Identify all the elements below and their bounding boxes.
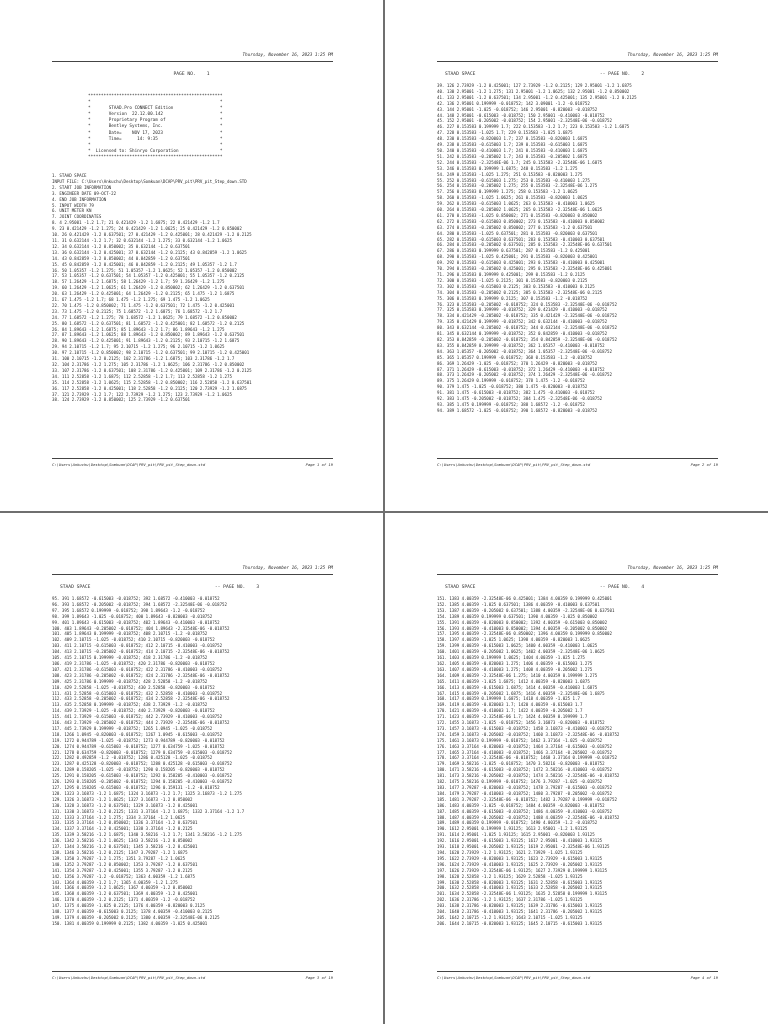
input-line: 181. 1473 3.58216 -0.205002 -0.018752; 1474 3.58216 -2.32548E-06 -0.018752 bbox=[437, 773, 620, 779]
input-line: 13. 36 0.632144 -1.2 0.425001; 37 0.632144 -1.2 0.2125; 43 0.842859 -1.2 1.0625 bbox=[52, 249, 247, 255]
input-line: 121. 1278 0.634759 -0.820003 -0.018752; 1279 0.634759 -0.615003 -0.018752 bbox=[52, 749, 232, 755]
input-line: 129. 1326 3.16873 -1.2 1.0625; 1327 3.16873 -1.2 0.850002 bbox=[52, 796, 193, 802]
input-line: 103. 411 2.10715 -0.615003 -0.018752; 412 2.10715 -0.410003 -0.018752 bbox=[52, 643, 223, 649]
input-line: 189. 1489 4.00359 0.199999 -0.018752; 1490 4.00359 -1.2 -0.018752 bbox=[437, 820, 598, 826]
input-line: 100. 403 1.89643 -0.205002 -0.018752; 404 1.89643 -2.32548E-06 -0.018752 bbox=[52, 625, 230, 631]
input-line: 185. 1481 3.79287 -2.32548E-06 -0.018752; 1482 3.79287 0.199999 -0.018752 bbox=[437, 796, 617, 802]
input-line: 142. 1356 3.79287 -1.2 -0.018752; 1363 4.00359 -1.2 1.6875 bbox=[52, 873, 195, 879]
input-line: 19. 60 1.26429 -1.2 1.0625; 61 1.26429 -1.2 0.850002; 62 1.26429 -1.2 0.637501 bbox=[52, 285, 245, 291]
input-line: 85. 365 1.05357 0.199999 -0.018752; 368 0.153583 -1.2 -0.018752 bbox=[437, 354, 593, 360]
input-line: 64. 280 0.153583 -1.025 0.637501; 281 0.153583 -0.820003 0.637501 bbox=[437, 230, 598, 236]
input-line: 119. 1272 0.944789 -1.025 -0.018752; 1273 0.944789 -0.820003 -0.018752 bbox=[52, 737, 225, 743]
input-line: 77. 325 0.153583 0.199999 -0.018752; 329 0.421429 -0.410003 -0.018752 bbox=[437, 307, 608, 313]
input-line: 105. 415 2.10715 0.199999 -0.018752; 418 2.31786 -1.2 -0.018752 bbox=[52, 655, 208, 661]
input-line: 130. 1328 3.16873 -1.2 0.637501; 1329 3.16873 -1.2 0.425001 bbox=[52, 802, 198, 808]
input-line: 188. 1487 4.00359 -0.205002 -0.018752; 1488 4.00359 -2.32548E-06 -0.018752 bbox=[437, 814, 620, 820]
input-line: 82. 353 0.842859 -0.205002 -0.018752; 354 0.842859 -2.32548E-06 -0.018752 bbox=[437, 336, 617, 342]
input-line: 55. 252 0.153583 -0.615003 1.275; 253 0.153583 -0.410003 1.275 bbox=[437, 177, 590, 183]
input-line: 153. 1387 4.00359 -0.205002 0.637501; 1388 4.00359 -2.32548E-06 0.637501 bbox=[437, 607, 615, 613]
input-line: 172. 1455 3.16873 -1.025 -0.018752; 1456 3.16873 -0.820003 -0.018752 bbox=[437, 720, 605, 726]
input-line: 161. 1403 4.00359 0.199999 1.0625; 1404 4.00359 -1.025 1.275 bbox=[437, 655, 585, 661]
input-line: 120. 1274 0.944789 -0.615003 -0.018752; 1277 0.634759 -1.025 -0.018752 bbox=[52, 743, 225, 749]
input-line: 146. 1370 4.00359 -1.2 0.2125; 1371 4.00359 -1.2 -0.018752 bbox=[52, 897, 195, 903]
input-line: 97. 395 1.68572 0.199999 -0.018752; 398 1.89643 -1.2 -0.018752 bbox=[52, 607, 205, 613]
input-line: 74. 304 0.153583 -0.205002 0.2125; 305 0.153583 -2.32548E-06 0.2125 bbox=[437, 289, 603, 295]
input-line: 49. 238 0.153583 -0.615003 1.7; 239 0.153583 -0.615003 1.6875 bbox=[437, 142, 588, 148]
input-line: 65. 282 0.153583 -0.615003 0.637501; 283 0.153583 -0.410003 0.637501 bbox=[437, 236, 605, 242]
input-line: 126. 1293 0.158205 -0.205002 -0.018752; 1294 0.158205 -0.410003 -0.018752 bbox=[52, 779, 232, 785]
input-line: 45. 152 2.95001 -0.205002 -0.018752; 154 2.95001 -2.32548E-06 -0.018752 bbox=[437, 118, 612, 124]
input-line: 138. 1346 3.58216 -1.2 0.2125; 1347 3.79287 -1.2 1.6875 bbox=[52, 849, 188, 855]
input-line: 104. 413 2.10715 -0.205002 -0.018752; 414 2.10715 -2.32548E-06 -0.018752 bbox=[52, 649, 230, 655]
input-line: 139. 1350 3.79287 -1.2 1.275; 1351 3.79287 -1.2 1.0625 bbox=[52, 855, 186, 861]
input-line: 151. 1383 4.00359 -2.32548E-06 0.425001; 1384 4.00359 0.199999 0.425001 bbox=[437, 596, 612, 601]
document-page-4 bbox=[385, 513, 768, 1024]
page-header: Thursday, November 16, 2023 1:25 PM bbox=[437, 566, 718, 575]
input-line: 118. 1266 1.0945 -0.820003 -0.018752; 1267 1.0945 -0.615003 -0.018752 bbox=[52, 731, 223, 737]
input-line: 174. 1459 3.16873 -0.205002 -0.018752; 1460 3.16873 -2.32548E-06 -0.018752 bbox=[437, 731, 620, 737]
input-line: 81. 345 0.632144 0.199999 -0.018752; 352 0.842859 -0.410003 -0.018752 bbox=[437, 331, 608, 337]
input-line: 137. 1344 3.58216 -1.2 0.637501; 1345 3.58216 -1.2 0.425001 bbox=[52, 844, 198, 850]
program-banner bbox=[88, 94, 223, 161]
page-footer bbox=[52, 971, 333, 980]
input-line: 200. 1632 2.52858 -0.410003 1.93125; 1633 2.52858 -0.205002 1.93125 bbox=[437, 885, 603, 891]
page-title: PAGE NO. 1 bbox=[173, 72, 210, 77]
input-line: 106. 419 2.31786 -1.025 -0.018752; 420 2.31786 -0.820003 -0.018752 bbox=[52, 660, 215, 666]
input-line: 202. 1636 2.31786 -1.2 1.93125; 1637 2.31786 -1.025 1.93125 bbox=[437, 897, 583, 903]
input-line: 6. UNIT METER KN bbox=[52, 208, 92, 214]
input-line: 39. 126 2.73929 -1.2 0.425001; 127 2.73929 -1.2 0.2125; 129 2.95001 -1.2 1.6875 bbox=[437, 83, 632, 88]
input-line: 167. 1415 4.00359 -0.205002 1.6875; 1416 4.00359 -2.32548E-06 1.6875 bbox=[437, 690, 605, 696]
input-line: 169. 1419 4.00359 -0.820003 1.7; 1420 4.00359 -0.615003 1.7 bbox=[437, 702, 583, 708]
input-line: 203. 1638 2.31786 -0.820003 1.93125; 1639 2.31786 -0.615003 1.93125 bbox=[437, 903, 603, 909]
input-line: 160. 1401 4.00359 -0.205002 1.0625; 1402 4.00359 -2.32548E-06 1.0625 bbox=[437, 649, 605, 655]
input-line: 35. 114 2.52858 -1.2 1.0625; 115 2.52858 -1.2 0.850002; 116 2.52858 -1.2 0.637501 bbox=[52, 379, 252, 385]
input-line: 127. 1295 0.158205 -0.615003 -0.018752; 1296 0.159131 -1.2 -0.018752 bbox=[52, 785, 220, 790]
input-line: 164. 1409 4.00359 -2.32548E-06 1.275; 1410 4.00359 0.199999 1.275 bbox=[437, 672, 598, 678]
input-line: 111. 431 2.52858 -0.615003 -0.018752; 432 2.52858 -0.410003 -0.018752 bbox=[52, 690, 223, 696]
footer-page-number: Page 1 of 19 bbox=[305, 462, 333, 467]
input-line: 21. 67 1.475 -1.2 1.7; 68 1.475 -1.2 1.275; 69 1.475 -1.2 1.0625 bbox=[52, 297, 210, 303]
document-page-3 bbox=[0, 513, 383, 1024]
document-page-1 bbox=[0, 0, 383, 511]
input-line: 117. 445 2.73929 0.199999 -0.018752; 1265 1.0945 -1.025 -0.018752 bbox=[52, 725, 213, 731]
input-line: 148. 1377 4.00359 -0.615003 0.2125; 1378 4.00359 -0.410003 0.2125 bbox=[52, 909, 213, 915]
banner-line: * Licensed to: Shinryo Corporation * bbox=[88, 148, 223, 154]
banner-line: * Bentley Systems, Inc. * bbox=[88, 124, 223, 130]
input-line: 144. 1366 4.00359 -1.2 1.0625; 1367 4.00359 -1.2 0.850002 bbox=[52, 885, 193, 891]
input-line: 140. 1352 3.79287 -1.2 0.850002; 1353 3.79287 -1.2 0.637501 bbox=[52, 861, 198, 867]
input-line: 90. 379 1.475 -1.025 -0.018752; 380 1.475 -0.820003 -0.018752 bbox=[437, 384, 588, 390]
page-footer bbox=[437, 971, 718, 980]
document-page-2 bbox=[385, 0, 768, 511]
input-line: 191. 1614 2.95001 -1.025 1.93125; 1615 2.95001 -0.820003 1.93125 bbox=[437, 832, 595, 838]
input-line: 14. 43 0.842859 -1.2 0.850002; 44 0.842859 -1.2 0.637501 bbox=[52, 255, 191, 261]
input-line: 94. 389 1.68572 -1.025 -0.018752; 390 1.68572 -0.820003 -0.018752 bbox=[437, 407, 598, 413]
input-line: 157. 1395 4.00359 -2.32548E-06 0.850002; 1396 4.00359 0.199999 0.850002 bbox=[437, 631, 612, 637]
input-line: 33. 107 2.31786 -1.2 0.637501; 108 2.31786 -1.2 0.425001; 109 2.31786 -1.2 0.2125 bbox=[52, 367, 252, 373]
input-line: 73. 302 0.153583 -0.615003 0.2125; 303 0.153583 -0.410003 0.2125 bbox=[437, 283, 595, 289]
input-line: 180. 1471 3.58216 -0.615003 -0.018752; 1472 3.58216 -0.410003 -0.018752 bbox=[437, 767, 612, 773]
footer-path: C:\Users\Ankuchu\Desktop\Somkuan\DCAP\PRV_pit\PRV_pit_Step_down.std bbox=[52, 462, 206, 467]
input-line: 50. 240 0.153583 -0.410003 1.7; 241 0.153583 -0.410003 1.6875 bbox=[437, 147, 588, 153]
input-line: 123. 1287 0.425128 -0.820003 -0.018752; 1288 0.425128 -0.615003 -0.018752 bbox=[52, 761, 232, 767]
input-line: 195. 1622 2.73929 -0.820003 1.93125; 1623 2.73929 -0.615003 1.93125 bbox=[437, 855, 603, 861]
input-line: 154. 1389 4.00359 0.199999 0.637501; 1390 4.00359 -1.025 0.850002 bbox=[437, 613, 598, 619]
input-line: 194. 1620 2.73929 -1.2 1.93125; 1621 2.73929 -1.025 1.93125 bbox=[437, 849, 583, 855]
input-line: 128. 1323 3.16873 -1.2 1.6875; 1324 3.16873 -1.2 1.7; 1325 3.16873 -1.2 1.275 bbox=[52, 790, 242, 796]
input-line: 52. 244 0.153583 -2.32548E-06 1.7; 245 0.153583 -2.32548E-06 1.6875 bbox=[437, 159, 603, 165]
input-line: 48. 230 0.153583 -0.820003 1.7; 237 0.153583 -0.820003 1.6875 bbox=[437, 136, 588, 142]
input-line: 80. 343 0.632144 -0.205002 -0.018752; 344 0.632144 -2.32548E-06 -0.018752 bbox=[437, 325, 617, 331]
input-line: 145. 1368 4.00359 -1.2 0.637501; 1369 4.00359 -1.2 0.425001 bbox=[52, 891, 198, 897]
input-line: 124. 1289 0.158205 -1.025 -0.018752; 1290 0.158205 -0.820003 -0.018752 bbox=[52, 767, 225, 773]
input-line: 46. 227 0.153583 0.199999 1.7; 222 0.153583 -1.2 1.7; 223 0.153583 -1.2 1.6875 bbox=[437, 124, 630, 130]
input-line: 24. 77 1.68572 -1.2 1.275; 78 1.68572 -1.2 1.0625; 79 1.68572 -1.2 0.850002 bbox=[52, 314, 237, 320]
input-line: 66. 284 0.153583 -0.205002 0.637501; 285 0.153583 -2.32548E-06 0.637501 bbox=[437, 242, 612, 248]
page-header: Thursday, November 16, 2023 1:25 PM bbox=[437, 53, 718, 62]
input-line: 187. 1485 4.00359 -0.615003 -0.018752; 1486 4.00359 -0.410003 -0.018752 bbox=[437, 808, 612, 814]
input-line: 184. 1479 3.79287 -0.410003 -0.018752; 1480 3.79287 -0.205002 -0.018752 bbox=[437, 790, 612, 796]
input-line: 31. 100 2.10715 -1.2 0.2125; 102 2.31786 -1.2 1.6875; 103 2.31786 -1.2 1.7 bbox=[52, 356, 235, 362]
input-line: 34. 111 2.52858 -1.2 1.6875; 112 2.52858 -1.2 1.7; 113 2.52858 -1.2 1.275 bbox=[52, 373, 232, 379]
input-line: 192. 1616 2.95001 -0.615003 1.93125; 1617 2.95001 -0.410003 1.93125 bbox=[437, 838, 603, 844]
input-line: 132. 1333 3.37164 -1.2 1.275; 1334 3.37164 -1.2 1.0625 bbox=[52, 814, 186, 820]
input-line: 58. 260 0.153583 -1.025 1.0625; 261 0.153583 -0.820003 1.0625 bbox=[437, 195, 588, 201]
input-line: 92. 383 1.475 -0.205002 -0.018752; 384 1.475 -2.32548E-06 -0.018752 bbox=[437, 396, 603, 402]
input-line: 93. 385 1.475 0.199999 -0.018752; 388 1.68572 -1.2 -0.018752 bbox=[437, 401, 585, 407]
banner-line: **************************************************** bbox=[88, 154, 223, 160]
input-line: 136. 1342 3.58216 -1.2 1.0625; 1343 3.58216 -1.2 0.850002 bbox=[52, 838, 193, 844]
input-line: 62. 272 0.153583 -0.615003 0.850002; 273 0.153583 -0.410003 0.850002 bbox=[437, 218, 605, 224]
input-line: 70. 294 0.153583 -0.205002 0.425001; 295 0.153583 -2.32548E-06 0.425001 bbox=[437, 266, 612, 272]
input-line: 28. 90 1.89643 -1.2 0.425001; 91 1.89643 -1.2 0.2125; 93 2.10715 -1.2 1.6875 bbox=[52, 338, 240, 344]
input-line: 3. ENGINEER DATE 09-OCT-22 bbox=[52, 190, 117, 196]
input-line: 44. 148 2.95001 -0.615003 -0.018752; 150 2.95001 -0.410003 -0.018752 bbox=[437, 112, 605, 118]
input-line: 162. 1405 4.00359 -0.820003 1.275; 1406 4.00359 -0.615003 1.275 bbox=[437, 660, 593, 666]
input-line: 38. 124 2.73929 -1.2 0.850002; 125 2.73929 -1.2 0.637501 bbox=[52, 397, 191, 403]
page-body bbox=[437, 83, 738, 414]
input-line: 158. 1397 4.00359 -1.025 1.0625; 1398 4.00359 -0.820003 1.0625 bbox=[437, 637, 590, 643]
input-line: 1. STAAD SPACE bbox=[52, 173, 87, 178]
input-line: 177. 1465 3.37164 -0.410003 -0.018752; 1466 3.37164 -0.205002 -0.018752 bbox=[437, 749, 612, 755]
page-footer bbox=[437, 458, 718, 467]
input-line: 60. 264 0.153583 -0.205002 1.0625; 265 0.153583 -2.32548E-06 1.0625 bbox=[437, 207, 603, 213]
input-line: 43. 144 2.95001 -1.025 -0.018752; 146 2.95001 -0.820003 -0.018752 bbox=[437, 106, 598, 112]
banner-line: * Version 22.12.00.142 * bbox=[88, 112, 223, 118]
input-line: 91. 381 1.475 -0.615003 -0.018752; 382 1.475 -0.410003 -0.018752 bbox=[437, 390, 595, 396]
input-line: 78. 334 0.421429 -0.205002 -0.018752; 335 0.421429 -2.32548E-06 -0.018752 bbox=[437, 313, 617, 319]
input-line: 196. 1624 2.73929 -0.410003 1.93125; 1625 2.73929 -0.205002 1.93125 bbox=[437, 861, 603, 867]
input-line: 115. 441 2.73929 -0.615003 -0.018752; 442 2.73929 -0.410003 -0.018752 bbox=[52, 714, 223, 720]
input-line: 176. 1463 3.37164 -0.820003 -0.018752; 1464 3.37164 -0.615003 -0.018752 bbox=[437, 743, 612, 749]
banner-line: * Time= 14: 9:35 * bbox=[88, 136, 223, 142]
input-line: 201. 1634 2.52858 -2.32548E-06 1.93125; 1635 2.52858 0.199999 1.93125 bbox=[437, 891, 608, 897]
input-line: 95. 391 1.68572 -0.615003 -0.018752; 392 1.68572 -0.410003 -0.018752 bbox=[52, 596, 220, 601]
page-body bbox=[437, 596, 738, 927]
input-line: 179. 1469 3.58216 -1.025 -0.018752; 1470 3.58216 -0.820003 -0.018752 bbox=[437, 761, 605, 767]
input-line: 32. 104 2.31786 -1.2 1.275; 105 2.31786 -1.2 1.0625; 106 2.31786 -1.2 0.850002 bbox=[52, 362, 245, 367]
input-line: 152. 1385 4.00359 -1.025 0.637501; 1386 4.00359 -0.410003 0.637501 bbox=[437, 601, 600, 607]
input-line: 125. 1291 0.158205 -0.615003 -0.018752; 1292 0.158205 -0.410003 -0.018752 bbox=[52, 773, 232, 779]
input-line: 75. 306 0.153583 0.199999 0.2125; 307 0.153583 -1.2 -0.018752 bbox=[437, 295, 588, 301]
input-line: 135. 1339 3.58216 -1.2 1.6875; 1340 3.58216 -1.2 1.7; 1341 3.58216 -1.2 1.275 bbox=[52, 832, 242, 838]
input-line: 98. 399 1.89643 -1.025 -0.018752; 400 1.89643 -0.820003 -0.018752 bbox=[52, 613, 213, 619]
input-line: 171. 1423 4.00359 -2.32548E-06 1.7; 1424 4.00359 0.199999 1.7 bbox=[437, 714, 588, 720]
footer-path: C:\Users\Ankuchu\Desktop\Somkuan\DCAP\PRV_pit\PRV_pit_Step_down.std bbox=[52, 975, 206, 980]
input-line: 2. START JOB INFORMATION bbox=[52, 184, 112, 190]
input-line: 122. 1282 0.492859 -1.2 -0.018752; 1286 0.425128 -1.025 -0.018752 bbox=[52, 755, 213, 761]
input-line: 29. 94 2.10715 -1.2 1.7; 95 2.10715 -1.2 1.275; 96 2.10715 -1.2 1.0625 bbox=[52, 344, 225, 350]
input-line: 109. 425 2.31786 0.199999 -0.018752; 428 2.52858 -1.2 -0.018752 bbox=[52, 678, 208, 684]
input-line: 197. 1626 2.73929 -2.32548E-06 1.93125; 1627 2.73929 0.199999 1.93125 bbox=[437, 867, 608, 873]
footer-path: C:\Users\Ankuchu\Desktop\Somkuan\DCAP\PRV_pit\PRV_pit_Step_down.std bbox=[437, 462, 591, 467]
footer-page-number: Page 2 of 19 bbox=[690, 462, 718, 467]
input-line: 67. 286 0.153583 0.199999 0.637501; 287 0.153583 -1.2 0.425001 bbox=[437, 248, 590, 254]
input-line: 71. 296 0.153583 0.199999 0.425001; 299 0.153583 -1.2 0.2125 bbox=[437, 272, 585, 277]
input-line: 26. 84 1.89643 -1.2 1.6875; 85 1.89643 -1.2 1.7; 86 1.89643 -1.2 1.275 bbox=[52, 326, 225, 332]
input-line: 198. 1628 2.52858 -1.2 1.93125; 1629 2.52858 -1.025 1.93125 bbox=[437, 873, 583, 879]
input-line: 8. 4 2.95001 -1.2 1.7; 21 0.421429 -1.2 1.6875; 22 0.421429 -1.2 1.7 bbox=[52, 220, 220, 226]
page-header: Thursday, November 16, 2023 1:25 PM bbox=[52, 566, 333, 575]
input-line: 143. 1364 4.00359 -1.2 1.7; 1365 4.00359 -1.2 1.275 bbox=[52, 879, 178, 885]
input-line: 168. 1417 4.00359 0.199999 1.6875; 1418 4.00359 -1.025 1.7 bbox=[437, 696, 580, 702]
page-body bbox=[52, 596, 353, 927]
footer-page-number: Page 3 of 19 bbox=[305, 975, 333, 980]
input-line: 113. 435 2.52858 0.199999 -0.018752; 438 2.73929 -1.2 -0.018752 bbox=[52, 702, 208, 708]
input-line: 7. JOINT COORDINATES bbox=[52, 214, 102, 220]
input-line: 204. 1640 2.31786 -0.410003 1.93125; 1641 2.31786 -0.205002 1.93125 bbox=[437, 909, 603, 915]
input-line: 89. 375 1.26429 0.199999 -0.018752; 378 1.475 -1.2 -0.018752 bbox=[437, 378, 585, 384]
input-line: 107. 421 2.31786 -0.615003 -0.018752; 422 2.31786 -0.410003 -0.018752 bbox=[52, 666, 223, 672]
page-header: Thursday, November 16, 2023 1:25 PM bbox=[52, 53, 333, 62]
input-line: 193. 1618 2.95001 -0.205002 1.93125; 1619 2.95001 -2.32548E-06 1.93125 bbox=[437, 844, 610, 850]
input-line: 72. 300 0.153583 -1.025 0.2125; 301 0.153583 -0.820003 0.2125 bbox=[437, 277, 588, 283]
input-line: 69. 292 0.153583 -0.615003 0.425001; 293 0.153583 -0.410003 0.425001 bbox=[437, 260, 605, 266]
input-line: 12. 34 0.632144 -1.2 0.850002; 35 0.632144 -1.2 0.637501 bbox=[52, 243, 191, 249]
input-line: 5. INPUT WIDTH 79 bbox=[52, 202, 94, 208]
input-line: 42. 136 2.95001 0.199999 -0.018752; 142 3.09001 -1.2 -0.018752 bbox=[437, 100, 590, 106]
input-line: 68. 290 0.153583 -1.025 0.425001; 291 0.153583 -0.820003 0.425001 bbox=[437, 254, 598, 260]
input-line: 88. 373 1.26429 -0.205002 -0.018752; 374 1.26429 -2.32548E-06 -0.018752 bbox=[437, 372, 612, 378]
input-line: 182. 1475 3.58216 0.199999 -0.018752; 1476 3.79287 -1.025 -0.018752 bbox=[437, 779, 603, 785]
input-line: 9. 23 0.421429 -1.2 1.275; 24 0.421429 -1.2 1.0625; 25 0.421429 -1.2 0.850002 bbox=[52, 226, 242, 232]
input-line: 166. 1413 4.00359 -0.615003 1.6875; 1414 4.00359 -0.410003 1.6875 bbox=[437, 684, 598, 690]
input-line: 131. 1330 3.16873 -1.2 0.2125; 1331 3.37164 -1.2 1.6875; 1332 3.37164 -1.2 1.7 bbox=[52, 808, 245, 814]
input-line: 99. 401 1.89643 -0.615003 -0.018752; 402 1.89643 -0.410003 -0.018752 bbox=[52, 619, 220, 625]
banner-line: **************************************************** bbox=[88, 94, 223, 99]
input-line: 175. 1461 3.16873 0.199999 -0.018752; 1462 3.37164 -1.025 -0.018752 bbox=[437, 737, 603, 743]
footer-page-number: Page 4 of 19 bbox=[690, 975, 718, 980]
input-line: 51. 242 0.153583 -0.205002 1.7; 243 0.153583 -0.205002 1.6875 bbox=[437, 153, 588, 159]
input-line: 40. 130 2.95001 -1.2 1.275; 131 2.95001 -1.2 1.0625; 132 2.95001 -1.2 0.850002 bbox=[437, 88, 630, 94]
input-line: INPUT FILE: C:\Users\Ankuchu\Desktop\Somkuan\DCAP\PRV_pit\PRV_pit_Step_down.STD bbox=[52, 178, 247, 184]
input-line: 147. 1375 4.00359 -1.025 0.2125; 1376 4.00359 -0.820003 0.2125 bbox=[52, 903, 205, 909]
input-line: 206. 1644 2.10715 -0.820003 1.93125; 1645 2.10715 -0.615003 1.93125 bbox=[437, 920, 603, 926]
input-line: 56. 254 0.153583 -0.205002 1.275; 255 0.153583 -2.32548E-06 1.275 bbox=[437, 183, 598, 189]
input-line: 53. 246 0.153583 0.199999 1.6875; 248 0.153583 -1.2 1.275 bbox=[437, 165, 578, 171]
input-line: 159. 1399 4.00359 -0.615003 1.0625; 1400 4.00359 -0.410003 1.0625 bbox=[437, 643, 598, 649]
page-body bbox=[52, 173, 353, 403]
input-line: 155. 1391 4.00359 -0.820003 0.850002; 1392 4.00359 -0.615003 0.850002 bbox=[437, 619, 608, 625]
input-line: 150. 1381 4.00359 0.199999 0.2125; 1382 4.00359 -1.025 0.425001 bbox=[52, 920, 208, 926]
input-line: 84. 363 1.05357 -0.205002 -0.018752; 364 1.05357 -2.32548E-06 -0.018752 bbox=[437, 348, 612, 354]
input-line: 22. 70 1.475 -1.2 0.850002; 71 1.475 -1.2 0.637501; 72 1.475 -1.2 0.425001 bbox=[52, 302, 235, 308]
input-line: 76. 323 0.153583 -0.205002 -0.018752; 324 0.153583 -2.32548E-06 -0.018752 bbox=[437, 301, 617, 307]
input-line: 186. 1483 4.00359 -1.025 -0.018752; 1484 4.00359 -0.820003 -0.018752 bbox=[437, 802, 605, 808]
input-line: 57. 256 0.153583 0.199999 1.275; 258 0.153583 -1.2 1.0625 bbox=[437, 189, 578, 195]
input-line: 149. 1379 4.00359 -0.205002 0.2125; 1380 4.00359 -2.32548E-06 0.2125 bbox=[52, 914, 220, 920]
input-line: 108. 423 2.31786 -0.205002 -0.018752; 424 2.31786 -2.32548E-06 -0.018752 bbox=[52, 672, 230, 678]
input-line: 114. 439 2.73929 -1.025 -0.018752; 440 2.73929 -0.820003 -0.018752 bbox=[52, 708, 215, 714]
input-line: 11. 31 0.632144 -1.2 1.7; 32 0.632144 -1.2 1.275; 33 0.632144 -1.2 1.0625 bbox=[52, 237, 232, 243]
page-title: STAAD SPACE -- PAGE NO. 3 bbox=[60, 585, 260, 590]
input-line: 30. 97 2.10715 -1.2 0.850002; 98 2.10715 -1.2 0.637501; 99 2.10715 -1.2 0.425001 bbox=[52, 350, 250, 356]
input-line: 96. 393 1.68572 -0.205002 -0.018752; 394 1.68572 -2.32548E-06 -0.018752 bbox=[52, 601, 227, 607]
input-line: 59. 262 0.153583 -0.615003 1.0625; 263 0.153583 -0.410003 1.0625 bbox=[437, 201, 595, 207]
input-line: 141. 1354 3.79287 -1.2 0.425001; 1355 3.79287 -1.2 0.2125 bbox=[52, 867, 193, 873]
input-line: 183. 1477 3.79287 -0.820003 -0.018752; 1478 3.79287 -0.615003 -0.018752 bbox=[437, 785, 612, 790]
banner-line: * Date= NOV 17, 2023 * bbox=[88, 130, 223, 136]
input-line: 190. 1612 2.95001 0.199999 1.93125; 1613 2.95001 -1.2 1.93125 bbox=[437, 826, 588, 832]
footer-path: C:\Users\Ankuchu\Desktop\Somkuan\DCAP\PRV_pit\PRV_pit_Step_down.std bbox=[437, 975, 591, 980]
input-line: 133. 1335 3.37164 -1.2 0.850002; 1336 3.37164 -1.2 0.637501 bbox=[52, 820, 198, 826]
input-line: 178. 1467 3.37164 -2.32548E-06 -0.018752; 1468 3.37164 0.199999 -0.018752 bbox=[437, 755, 617, 761]
input-line: 63. 274 0.153583 -0.205002 0.850002; 277 0.153583 -1.2 0.637501 bbox=[437, 224, 593, 230]
input-line: 27. 87 1.89643 -1.2 1.0625; 88 1.89643 -1.2 0.850002; 89 1.89643 -1.2 0.637501 bbox=[52, 332, 245, 338]
input-line: 20. 63 1.26429 -1.2 0.425001; 64 1.26429 -1.2 0.2125; 65 1.475 -1.2 1.6875 bbox=[52, 291, 235, 297]
input-line: 61. 270 0.153583 -1.025 0.850002; 271 0.153583 -0.820003 0.850002 bbox=[437, 212, 598, 218]
input-line: 134. 1337 3.37164 -1.2 0.425001; 1338 3.37164 -1.2 0.2125 bbox=[52, 826, 193, 832]
input-line: 4. END JOB INFORMATION bbox=[52, 196, 107, 202]
input-line: 25. 80 1.68572 -1.2 0.637501; 81 1.68572 -1.2 0.425001; 82 1.68572 -1.2 0.2125 bbox=[52, 320, 245, 326]
input-line: 18. 57 1.26429 -1.2 1.6875; 58 1.26429 -1.2 1.7; 59 1.26429 -1.2 1.275 bbox=[52, 279, 225, 285]
input-line: 36. 117 2.52858 -1.2 0.425001; 118 2.52858 -1.2 0.2125; 120 2.73929 -1.2 1.6875 bbox=[52, 385, 247, 391]
input-line: 116. 443 2.73929 -0.205002 -0.018752; 444 2.73929 -2.32548E-06 -0.018752 bbox=[52, 720, 230, 726]
input-line: 163. 1407 4.00359 -0.410003 1.275; 1408 4.00359 -0.205002 1.275 bbox=[437, 666, 593, 672]
banner-line: * STAAD.Pro CONNECT Edition * bbox=[88, 106, 223, 112]
input-line: 199. 1630 2.52858 -0.820003 1.93125; 1631 2.52858 -0.615003 1.93125 bbox=[437, 879, 603, 885]
page-title: STAAD SPACE -- PAGE NO. 4 bbox=[445, 585, 645, 590]
banner-line: * * bbox=[88, 142, 223, 148]
input-line: 23. 73 1.475 -1.2 0.2125; 75 1.68572 -1.2 1.6875; 76 1.68572 -1.2 1.7 bbox=[52, 308, 223, 314]
input-line: 205. 1642 2.10715 -1.2 1.93125; 1643 2.10715 -1.025 1.93125 bbox=[437, 914, 583, 920]
input-line: 173. 1457 3.16873 -0.615003 -0.018752; 1458 3.16873 -0.410003 -0.018752 bbox=[437, 725, 612, 731]
input-line: 41. 133 2.95001 -1.2 0.637501; 134 2.95001 -1.2 0.425001; 135 2.95001 -1.2 0.2125 bbox=[437, 94, 637, 100]
input-line: 79. 335 0.421429 0.199999 -0.018752; 342 0.632144 -0.410003 -0.018752 bbox=[437, 319, 608, 325]
page-footer bbox=[52, 458, 333, 467]
banner-line: * Proprietary Program of * bbox=[88, 118, 223, 124]
input-line: 87. 371 1.26429 -0.615003 -0.018752; 372 1.26429 -0.410003 -0.018752 bbox=[437, 366, 605, 372]
input-line: 102. 409 2.10715 -1.025 -0.018752; 410 2.10715 -0.820003 -0.018752 bbox=[52, 637, 215, 643]
input-line: 156. 1393 4.00359 -0.410003 0.850002; 1394 4.00359 -0.205002 0.850002 bbox=[437, 625, 608, 631]
input-line: 37. 121 2.73929 -1.2 1.7; 122 2.73929 -1.2 1.275; 123 2.73929 -1.2 1.0625 bbox=[52, 391, 232, 397]
input-line: 16. 50 1.05357 -1.2 1.275; 51 1.05357 -1.2 1.0625; 52 1.05357 -1.2 0.850002 bbox=[52, 267, 237, 273]
input-line: 83. 355 0.842859 0.199999 -0.018752; 362 1.05357 -0.410003 -0.018752 bbox=[437, 342, 605, 348]
banner-line: * * bbox=[88, 100, 223, 106]
input-line: 15. 45 0.842859 -1.2 0.425001; 46 0.842859 -1.2 0.2125; 49 1.05357 -1.2 1.7 bbox=[52, 261, 237, 267]
input-line: 86. 369 1.26429 -1.025 -0.018752; 370 1.26429 -0.820003 -0.018752 bbox=[437, 360, 598, 366]
input-line: 110. 429 2.52858 -1.025 -0.018752; 430 2.52858 -0.820003 -0.018752 bbox=[52, 684, 215, 690]
input-line: 101. 405 1.89643 0.199999 -0.018752; 408 2.10715 -1.2 -0.018752 bbox=[52, 631, 208, 637]
input-line: 17. 53 1.05357 -1.2 0.637501; 54 1.05357 -1.2 0.425001; 55 1.05357 -1.2 0.2125 bbox=[52, 273, 245, 279]
input-line: 47. 228 0.153583 -1.025 1.7; 229 0.153583 -1.025 1.6875 bbox=[437, 130, 573, 136]
input-line: 112. 433 2.52858 -0.205002 -0.018752; 434 2.52858 -2.32548E-06 -0.018752 bbox=[52, 696, 230, 702]
input-line: 10. 26 0.421429 -1.2 0.637501; 27 0.421429 -1.2 0.425001; 28 0.421429 -1.2 0.2125 bbox=[52, 232, 252, 238]
input-line: 165. 1411 4.00359 -1.025 1.6875; 1412 4.00359 -0.820003 1.6875 bbox=[437, 678, 590, 684]
page-title: STAAD SPACE -- PAGE NO. 2 bbox=[445, 72, 645, 77]
input-line: 170. 1421 4.00359 -0.410003 1.7; 1422 4.00359 -0.205002 1.7 bbox=[437, 708, 583, 714]
input-line: 54. 249 0.153583 -1.025 1.275; 251 0.153583 -0.820003 1.275 bbox=[437, 171, 583, 177]
